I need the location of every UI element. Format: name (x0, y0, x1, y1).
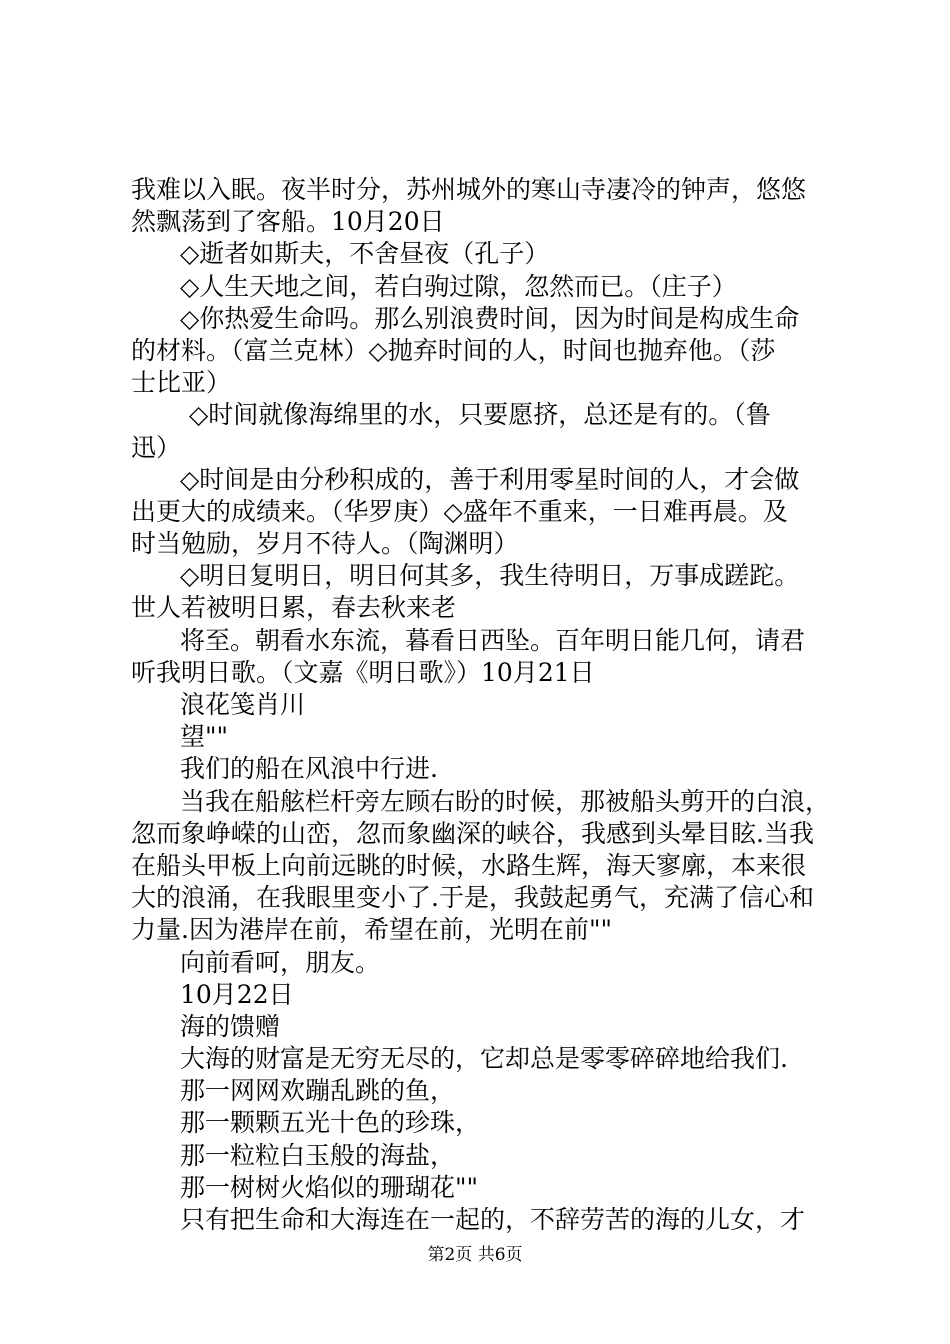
page-number-label: 第2页 共6页 (427, 1245, 523, 1265)
text-line: 那一网网欢蹦乱跳的鱼， (180, 1076, 456, 1106)
text-line: 的材料。（富兰克林）◇抛弃时间的人，时间也抛弃他。（莎 (131, 335, 776, 365)
text-line: 大的浪涌，在我眼里变小了.于是，我鼓起勇气，充满了信心和 (131, 883, 814, 913)
text-line: 当我在船舷栏杆旁左顾右盼的时候，那被船头剪开的白浪， (180, 786, 831, 816)
text-line: 那一颗颗五光十色的珍珠， (180, 1108, 481, 1138)
text-line: 望"" (180, 722, 228, 752)
text-line: 那一树树火焰似的珊瑚花"" (180, 1172, 478, 1202)
quote-line: ◇你热爱生命吗。那么别浪费时间，因为时间是构成生命 (180, 303, 800, 333)
text-line: 那一粒粒白玉般的海盐， (180, 1140, 456, 1170)
text-line: 我们的船在风浪中行进. (180, 754, 438, 784)
text-line: 听我明日歌。（文嘉《明日歌》）10月21日 (131, 657, 595, 687)
quote-line: ◇人生天地之间，若白驹过隙，忽然而已。（庄子） (180, 271, 737, 301)
quote-line: ◇逝者如斯夫，不舍昼夜（孔子） (180, 239, 550, 269)
text-line: 迅） (131, 432, 182, 462)
body-text (131, 174, 843, 1236)
text-line: 时当勉励，岁月不待人。（陶渊明） (131, 529, 519, 559)
text-line: 士比亚） (131, 368, 232, 398)
section-title: 海的馈赠 (180, 1011, 281, 1041)
section-title: 浪花笺肖川 (180, 690, 306, 719)
text-line: 世人若被明日累，春去秋来老 (131, 593, 457, 623)
page-footer (0, 1240, 950, 1265)
date-line: 10月22日 (180, 979, 294, 1009)
text-line: 只有把生命和大海连在一起的，不辞劳苦的海的儿女，才 (180, 1205, 806, 1234)
text-line: 大海的财富是无穷无尽的，它却总是零零碎碎地给我们. (180, 1044, 788, 1074)
quote-line: ◇明日复明日，明日何其多，我生待明日，万事成蹉跎。 (180, 561, 800, 591)
text-line: 向前看呵，朋友。 (180, 947, 381, 977)
text-line: 将至。朝看水东流，暮看日西坠。百年明日能几何，请君 (180, 625, 806, 655)
text-line: 然飘荡到了客船。10月20日 (131, 207, 445, 237)
text-line: 在船头甲板上向前远眺的时候，水路生辉，海天寥廓，本来很 (131, 850, 807, 880)
text-line: 力量.因为港岸在前，希望在前，光明在前"" (131, 915, 612, 945)
quote-line: ◇时间是由分秒积成的，善于利用零星时间的人，才会做 (180, 464, 800, 494)
text-line: 我难以入眠。夜半时分，苏州城外的寒山寺凄冷的钟声，悠悠 (131, 175, 807, 204)
text-line: 忽而象峥嵘的山峦，忽而象幽深的峡谷，我感到头晕目眩.当我 (131, 818, 814, 848)
quote-line: ◇时间就像海绵里的水，只要愿挤，总还是有的。（鲁 (189, 400, 771, 430)
text-line: 出更大的成绩来。（华罗庚）◇盛年不重来，一日难再晨。及 (131, 496, 788, 526)
